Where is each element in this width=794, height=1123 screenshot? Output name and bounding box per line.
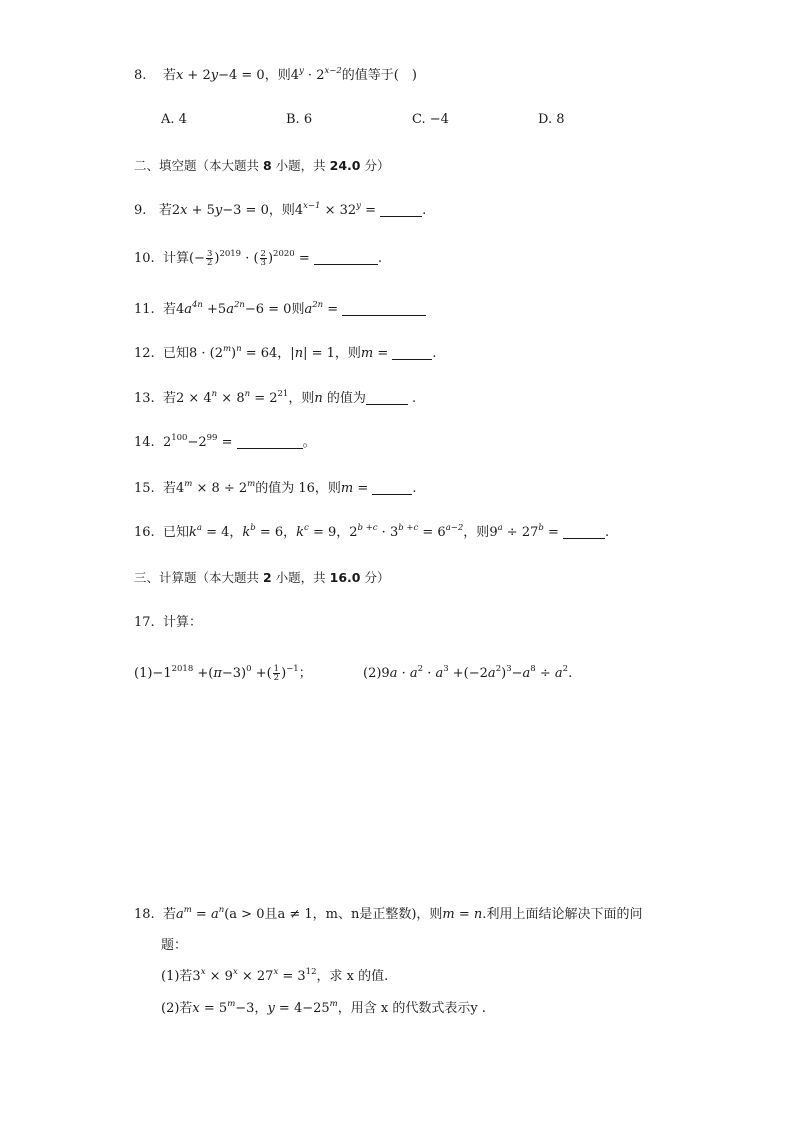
answer-blank[interactable] (366, 390, 408, 405)
question-14: 14. $2^{100}-2^{99}$ = 。 (134, 433, 316, 450)
question-17: 17. 计算： (134, 615, 202, 630)
answer-blank[interactable] (237, 434, 303, 449)
question-9: 9. 若2x + 5y−3 = 0，则$4^{x-1} \times 32^y$ = . (134, 201, 427, 218)
option-b[interactable]: B. 6 (286, 112, 313, 127)
option-a[interactable]: A. 4 (161, 112, 187, 127)
question-18-part-2: (2)若$x = 5^m-3$，$y = 4-25^m$，用含 x 的代数式表示y . (161, 999, 486, 1016)
question-18: 18. 若$a^m = a^n(a > 0$且a ≠ 1，m、n是正整数)，则m = n.利用上面结论解决下面的问 (134, 905, 643, 922)
question-10: 10. 计算(− $\frac{3}{2}$ )$^{2019}$ · ( $\frac{2}{3}$ )$^{2020}$ = . (134, 249, 382, 268)
answer-blank[interactable] (342, 301, 426, 316)
math-expression: x (175, 68, 184, 83)
option-c[interactable]: C. −4 (412, 112, 449, 127)
question-16: 16. 已知$k^a = 4$，$k^b = 6$，$k^c = 9$，$2^{b +c} \cdot 3^{b +c} = 6^{a-2}$，则$9^a \div 27^b$ = . (134, 523, 610, 540)
question-12: 12. 已知$8 \cdot (2^m)^n = 64$，|n| = 1，则m = . (134, 344, 437, 361)
question-13: 13. 若$2 \times 4^n \times 8^n = 2^{21}$，则n 的值为 . (134, 389, 417, 406)
question-11: 11. 若$4a^{4n} +5a^{2n}-6 = 0$则$a^{2n}$ = (134, 301, 426, 319)
answer-blank[interactable] (563, 524, 605, 539)
answer-blank[interactable] (392, 345, 432, 360)
answer-blank[interactable] (314, 250, 378, 265)
question-number: 8. (134, 68, 147, 83)
question-8: 8. 若x + 2y−4 = 0，则$4^y \cdot 2^{x-2}$的值等于( ) (134, 66, 417, 83)
question-18-part-1: (1)若$3^x \times 9^x \times 27^x = 3^{12}$，求 x 的值. (161, 967, 389, 984)
question-17-part-1: $(1)-1^{2018} +(\pi-3)^0$ +( $\frac{1}{2}$ )$^{-1}$； (134, 664, 312, 683)
question-17-part-2: $(2)9a \cdot a^2 \cdot a^3 +(-2a^2)^3-a^8 \div a^2$. (363, 664, 573, 681)
option-d[interactable]: D. 8 (538, 112, 565, 127)
answer-blank[interactable] (380, 202, 422, 217)
question-15: 15. 若$4^m \times 8 \div 2^m$的值为 16，则m = . (134, 479, 417, 496)
question-18-line-2: 题： (161, 938, 188, 953)
section-heading-fill-in: 二、填空题（本大题共 8 小题，共 24.0 分） (134, 158, 390, 173)
section-heading-calculation: 三、计算题（本大题共 2 小题，共 16.0 分） (134, 570, 390, 585)
answer-blank[interactable] (372, 480, 412, 495)
